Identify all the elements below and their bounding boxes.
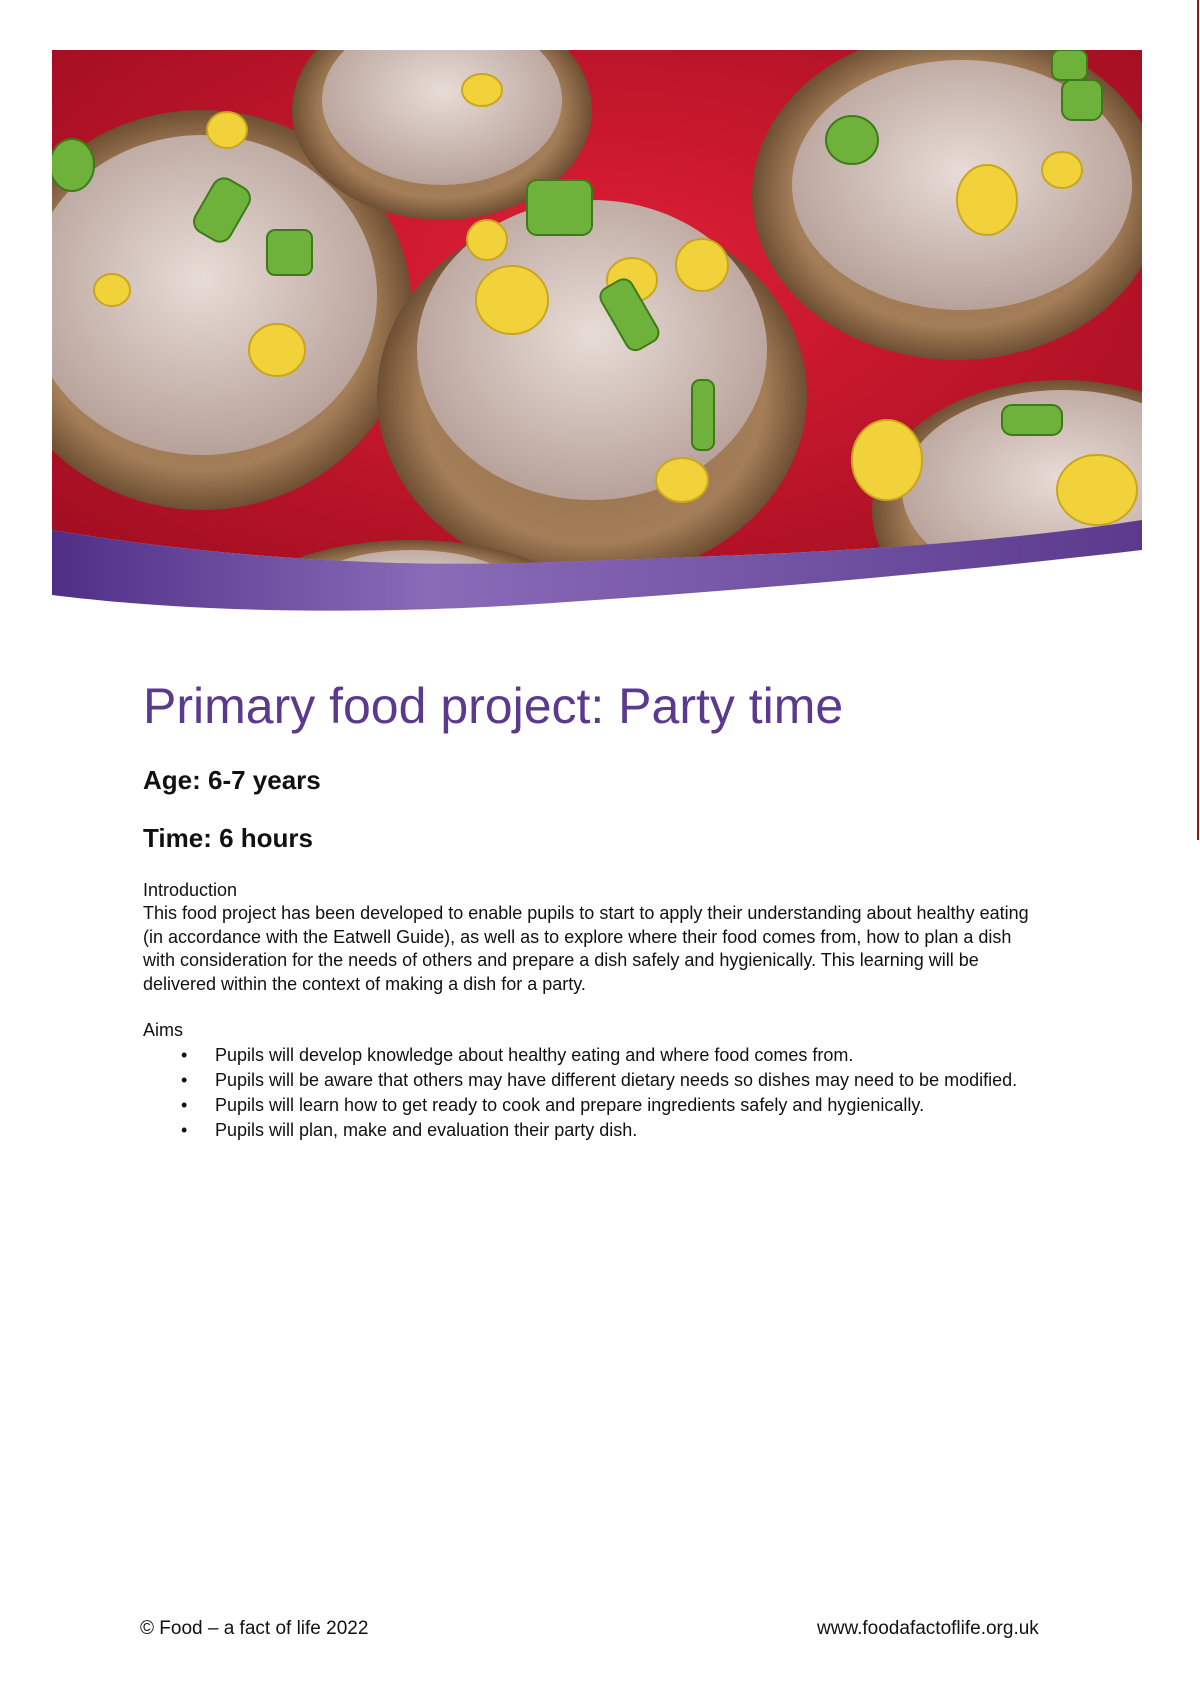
bullet-icon: •	[181, 1070, 188, 1090]
footer-website-link[interactable]: www.foodafactoflife.org.uk	[817, 1618, 1039, 1639]
hero-image	[52, 50, 1142, 616]
bullet-icon: •	[181, 1120, 188, 1140]
page-title: Primary food project: Party time	[143, 678, 844, 734]
list-item	[143, 1069, 1043, 1092]
time-required: Time: 6 hours	[143, 823, 314, 853]
page-edge-rule	[1197, 0, 1199, 840]
bullet-icon: •	[181, 1045, 188, 1065]
list-item	[143, 1044, 1043, 1067]
introduction-heading: Introduction	[143, 880, 238, 900]
bullet-icon: •	[181, 1095, 188, 1115]
aim-text: Pupils will be aware that others may have different dietary needs so dishes may need to be modified.	[215, 1070, 1018, 1090]
aims-list	[143, 1044, 1043, 1142]
footer-copyright: © Food – a fact of life 2022	[140, 1618, 369, 1639]
hero-photo-illustration	[52, 50, 1142, 616]
aim-text: Pupils will learn how to get ready to cook and prepare ingredients safely and hygienically.	[215, 1095, 925, 1115]
age-range: Age: 6-7 years	[143, 765, 321, 795]
aims-heading: Aims	[143, 1020, 183, 1040]
list-item	[143, 1094, 1043, 1117]
aim-text: Pupils will plan, make and evaluation their party dish.	[215, 1120, 638, 1140]
main-content	[143, 676, 1043, 1144]
list-item	[143, 1119, 1043, 1142]
aim-text: Pupils will develop knowledge about healthy eating and where food comes from.	[215, 1045, 854, 1065]
introduction-body: This food project has been developed to enable pupils to start to apply their understanding about healthy eating (in accordance with the Eatwell Guide), as well as to explore where their food comes from, how to plan a dish with consideration for the needs of others and prepare a dish safely and hygienically. This learning will be delivered within the context of making a dish for a party.	[143, 903, 1029, 994]
